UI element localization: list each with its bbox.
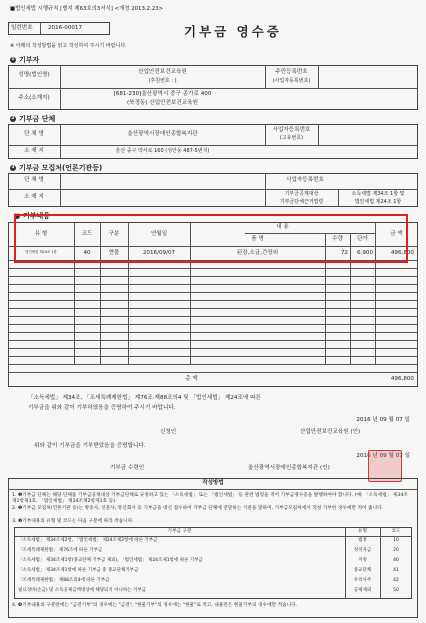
certify-line-1: 「소득세법」 제34조, 「조세특례제한법」 제76조·제88조의4 및 「법인세법」 제24조에 따른 xyxy=(28,395,261,401)
col-qty-header: 수량 xyxy=(332,236,343,242)
org-location: 울산 중구 약사로 160 (성안동 487-5번지) xyxy=(115,148,210,154)
code-row-type: 지정 xyxy=(358,558,367,563)
form-reference: ■법인세법 시행규칙 [별지 제63호의3서식] <개정 2013.2.23> xyxy=(10,6,164,12)
col-amount-header: 금 액 xyxy=(390,231,403,237)
code-row-type: 종교단체 xyxy=(353,568,372,573)
donor-sponsor-no: (후원번호 : ) xyxy=(148,78,177,84)
basis-sub-label: 기부금단체근거법령 xyxy=(279,199,324,205)
basis-value-1: 소득세법 제34조 1항 및 xyxy=(351,191,405,197)
code-row-code: 50 xyxy=(393,588,399,593)
donor-name-label: 성명(법인명) xyxy=(18,72,50,78)
certify-line-3: 위와 같이 기부금을 기부받았음을 증명합니다. xyxy=(34,443,146,449)
donor-bizno-label: (사업자등록번호) xyxy=(272,78,311,84)
serial-label: 일련번호 xyxy=(11,25,33,31)
section-collector-title: 3 기부금 모집처(언론기관등) xyxy=(11,164,103,172)
code-row-code: 10 xyxy=(393,538,399,543)
code-row-code: 40 xyxy=(393,558,399,563)
col-code-header: 코드 xyxy=(81,231,93,237)
code-row-category: 「소득세법」 제34조제1항에 따른 기부금 중 종교단체기부금 xyxy=(18,568,139,573)
row-price: 6,900 xyxy=(356,250,373,256)
row-type: 법인세법 제24조 1항 xyxy=(25,250,57,254)
code-row-category: 「조세특례제한법」 제88조의4에 따른 기부금 xyxy=(18,578,110,583)
code-row-type: 정치자금 xyxy=(353,548,372,553)
instructions-title: 작성방법 xyxy=(202,480,224,486)
code-head-type: 유형 xyxy=(357,529,368,534)
row-date: 2016/09/07 xyxy=(142,250,176,256)
row-qty: 72 xyxy=(340,250,348,256)
certify-line-2: 기부금을 위와 같이 기부하였음을 증명하여 주시기 바랍니다. xyxy=(28,405,176,411)
applicant-name: 산업안전보건교육원 (인) xyxy=(300,429,361,435)
col-price-header: 단가 xyxy=(357,236,368,242)
collector-location-label: 소 재 지 xyxy=(24,194,44,200)
org-location-label: 소 재 지 xyxy=(24,148,44,154)
section-content-title: 4 기부내용 xyxy=(15,212,51,220)
total-label: 총 액 xyxy=(185,376,198,382)
donor-address-label: 주소(소재지) xyxy=(18,95,50,101)
donor-regno-label: 주민등록번호 xyxy=(275,69,308,75)
instruction-1: 1. ❶기부금 단체는 해당 단체를 기부금공제대상 기부금단체로 규정하고 있는 「소득세법」 또는 「법인세법」 등 관련 법령을 적어 기부금영수증을 발행하여야 합니다. (예: 「소득세법」 제34조제1항제1호, 「법인세법」 제24조제2항제1호 등) xyxy=(12,493,408,505)
org-name: 울산광역시장애인종합복지관 xyxy=(127,131,198,137)
document-title: 기부금 영수증 xyxy=(184,24,282,39)
col-type-header: 유 형 xyxy=(34,231,48,237)
instruction-4: 4. ❹기부내용의 구분란에는 "금전기부"의 경우에는 "금전", "현물기부"의 경우에는 "현물"로 적고, 내용란은 현물기부의 경우에만 적습니다. xyxy=(12,603,298,608)
receiver-label: 기부금 수령인 xyxy=(110,465,145,471)
collector-bizno-label: 사업자등록번호 xyxy=(286,177,324,183)
code-row-category: 「소득세법」 제34조제2항, 「법인세법」 제24조제2항에 따른 기부금 xyxy=(18,538,158,543)
highlight-box xyxy=(14,214,408,263)
row-code: 40 xyxy=(83,250,91,256)
code-row-category: 필요경비(손금) 및 소득공제금액대상에 해당되지 아니하는 기부금 xyxy=(18,588,147,593)
org-uniqueno-label: (고유번호) xyxy=(279,135,304,141)
total-amount: 496,800 xyxy=(390,376,414,382)
serial-value: 2016-00017 xyxy=(48,25,83,31)
receiver-name: 울산광역시장애인종합복지관 (인) xyxy=(248,465,330,471)
col-detail-header: 내 용 xyxy=(276,224,289,230)
basis-value-2: 법인세법 제24조 1항 xyxy=(354,199,402,205)
code-row-code: 20 xyxy=(393,548,399,553)
col-date-header: 연월일 xyxy=(150,231,168,237)
donor-address-line2: (북정동) 산업안전보건교육원 xyxy=(127,100,198,106)
col-item-header: 품 명 xyxy=(251,236,264,242)
code-row-type: 법정 xyxy=(358,538,367,543)
code-head-code: 코드 xyxy=(391,529,401,534)
code-row-category: 「조세특례제한법」 제76조에 따른 기부금 xyxy=(18,548,103,553)
instruction-2: 2. ❷기부금 모집처(언론기관 등)는 방송사, 신문사, 통신회사 등 기부금을 대신 접수하여 기부금 단체에 전달하는 기관을 말하며, 기부금모집처에서 작성 기부한 경우에만 적어 줍니다. xyxy=(12,506,384,511)
collector-name-label: 단 체 명 xyxy=(24,177,44,183)
certify-date-2: 2016 년 09 월 07 일 xyxy=(356,453,410,459)
org-name-label: 단 체 명 xyxy=(24,131,44,137)
row-amount: 496,800 xyxy=(390,250,414,256)
certify-date-1: 2016 년 09 월 07 일 xyxy=(356,417,410,423)
org-bizno-label: 사업자등록번호 xyxy=(272,127,311,133)
applicant-label: 신청인 xyxy=(160,429,177,435)
basis-label: 기부금공제대상 xyxy=(284,191,319,197)
code-head-category: 기부금 구분 xyxy=(167,529,192,534)
donor-name: 산업안전보건교육원 xyxy=(138,69,187,75)
section-donor-title: 1 기부자 xyxy=(11,56,40,64)
donor-address-line1: [681-230]울산광역시 중구 종가로 400 xyxy=(113,91,212,97)
instruction-note: ※ 아래의 작성방법을 읽고 작성하여 주시기 바랍니다. xyxy=(10,43,127,49)
code-row-type: 우리사주 xyxy=(353,578,372,583)
instruction-3: 3. ❸기부내용의 유형 및 코드는 다음 구분에 따라 적습니다. xyxy=(12,519,134,524)
row-item: 된장,소금,간장외 xyxy=(236,250,279,256)
code-row-type: 공제제외 xyxy=(353,588,372,593)
code-row-code: 41 xyxy=(393,568,399,573)
col-kind-header: 구분 xyxy=(108,231,120,237)
code-row-category: 「소득세법」 제34조제1항(종교단체 기부금 제외), 「법인세법」 제24조제1항에 따른 기부금 xyxy=(18,558,203,563)
code-row-code: 42 xyxy=(393,578,399,583)
row-kind: 현물 xyxy=(108,250,120,256)
section-org-title: 2 기부금 단체 xyxy=(11,115,56,123)
